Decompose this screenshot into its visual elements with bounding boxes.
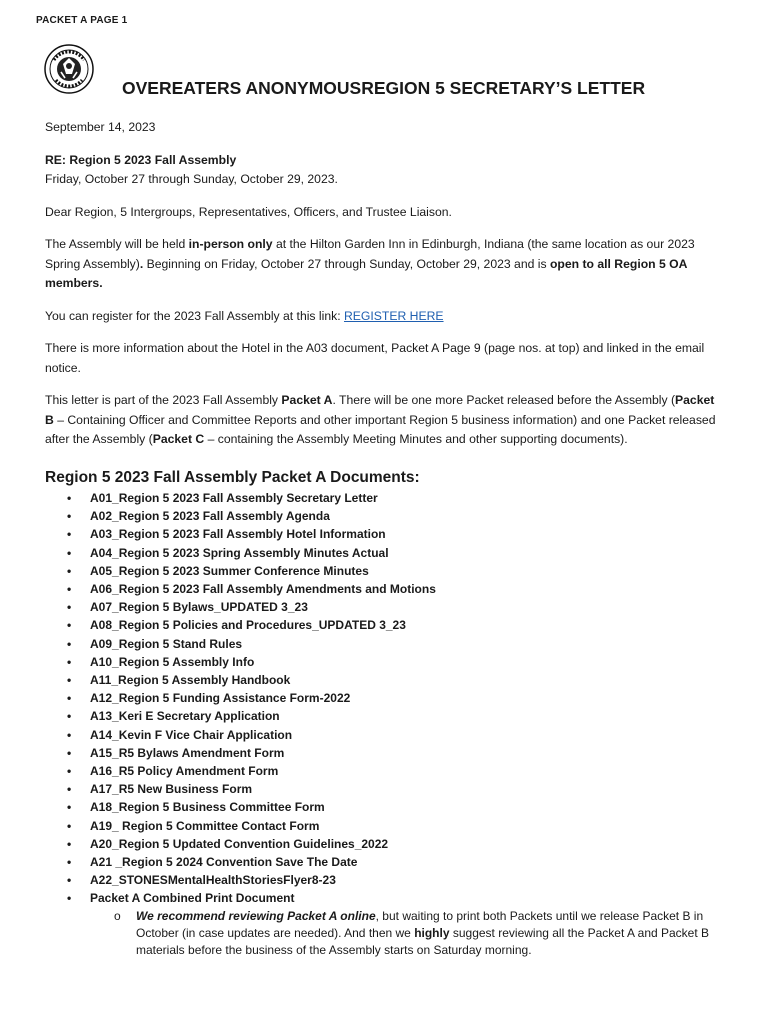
list-item: [45, 616, 725, 634]
bullet-icon: •: [67, 654, 72, 669]
document-name: A09_Region 5 Stand Rules: [90, 636, 243, 651]
assembly-paragraph: [45, 235, 725, 294]
para1-text-a: The Assembly will be held: [45, 237, 189, 251]
document-name: A19_ Region 5 Committee Contact Form: [90, 818, 320, 833]
bullet-icon: •: [67, 709, 72, 724]
list-item: [45, 798, 725, 816]
highly-emphasis: highly: [414, 925, 450, 940]
sub-note-text-d: suggest reviewing all the Packet A and Packet B materials before the business of the Assembly starts on Saturday morning.: [136, 925, 710, 958]
document-name: A15_R5 Bylaws Amendment Form: [90, 745, 285, 760]
document-name: A04_Region 5 2023 Spring Assembly Minutes Actual: [90, 545, 389, 560]
page-header: PACKET A PAGE 1: [36, 15, 128, 26]
open-to-all-emphasis: open to all Region 5 OA members.: [45, 256, 687, 290]
bullet-icon: •: [67, 618, 72, 633]
bullet-icon: •: [67, 727, 72, 742]
greeting: Dear Region, 5 Intergroups, Representatives, Officers, and Trustee Liaison.: [45, 204, 452, 219]
recommend-online-emphasis: We recommend reviewing Packet A online: [136, 908, 376, 923]
bullet-icon: •: [67, 873, 72, 888]
page-title: OVEREATERS ANONYMOUSREGION 5 SECRETARY’S LETTER: [122, 78, 646, 98]
para1-text-e: Beginning on Friday, October 27 through Sunday, October 29, 2023 and is: [146, 256, 550, 271]
bullet-icon: •: [67, 563, 72, 578]
list-item: [45, 671, 725, 689]
bullet-icon: •: [67, 509, 72, 524]
documents-section-title: Region 5 2023 Fall Assembly Packet A Documents:: [45, 468, 420, 486]
list-item: [45, 525, 725, 543]
list-item: [45, 726, 725, 744]
document-name: A17_R5 New Business Form: [90, 782, 253, 797]
bullet-icon: •: [67, 818, 72, 833]
list-item: [45, 817, 725, 835]
documents-list: [45, 489, 725, 959]
document-name: A05_Region 5 2023 Summer Conference Minutes: [90, 563, 369, 578]
list-item: [45, 871, 725, 889]
letter-body: [45, 118, 725, 959]
bullet-icon: •: [67, 800, 72, 815]
list-item: [45, 635, 725, 653]
para1-text-c: at the Hilton Garden Inn in Edinburgh, Indiana (the same location as our 2023 Spring Assembly): [45, 237, 695, 271]
list-item: [45, 835, 725, 853]
document-name: A11_Region 5 Assembly Handbook: [90, 673, 291, 688]
register-text: You can register for the 2023 Fall Assembly at this link:: [45, 308, 344, 323]
list-item: [45, 707, 725, 725]
hotel-info-paragraph: There is more information about the Hotel in the A03 document, Packet A Page 9 (page nos. at top) and linked in the email notice.: [45, 341, 705, 375]
document-name: A14_Kevin F Vice Chair Application: [90, 727, 293, 742]
document-name: A13_Keri E Secretary Application: [90, 709, 280, 724]
sub-note-list: [90, 908, 725, 960]
bullet-icon: •: [67, 782, 72, 797]
document-name: A16_R5 Policy Amendment Form: [90, 764, 279, 779]
list-item: [45, 562, 725, 580]
document-name: A02_Region 5 2023 Fall Assembly Agenda: [90, 509, 330, 524]
para1-period: .: [139, 256, 147, 271]
list-item: [45, 762, 725, 780]
list-item: [45, 598, 725, 616]
packet-c-emphasis: Packet C: [152, 432, 205, 446]
sub-note-item: [90, 908, 725, 960]
document-name: A18_Region 5 Business Committee Form: [90, 800, 325, 815]
packet-b-emphasis: Packet B: [45, 393, 715, 427]
bullet-icon: •: [67, 673, 72, 688]
bullet-icon: •: [67, 491, 72, 505]
bullet-icon: •: [67, 691, 72, 706]
bullet-icon: •: [67, 764, 72, 779]
recovery-emblem-icon: [44, 44, 94, 94]
document-name: A01_Region 5 2023 Fall Assembly Secretary Letter: [90, 491, 378, 505]
bullet-icon: •: [67, 600, 72, 615]
list-item: [45, 489, 725, 507]
document-name: A06_Region 5 2023 Fall Assembly Amendments and Motions: [90, 582, 436, 597]
para4-text-e: – Containing Officer and Committee Reports and other important Region 5 business information) and one Packet released after the Assembly (: [45, 412, 716, 446]
list-item: [45, 889, 725, 959]
document-name: A12_Region 5 Funding Assistance Form-2022: [90, 691, 351, 706]
list-item: [45, 853, 725, 871]
list-item: [45, 744, 725, 762]
bullet-icon: •: [67, 636, 72, 651]
para4-text-g: – containing the Assembly Meeting Minutes and other supporting documents).: [204, 432, 628, 446]
document-name: A07_Region 5 Bylaws_UPDATED 3_23: [90, 600, 308, 615]
document-name: A08_Region 5 Policies and Procedures_UPDATED 3_23: [90, 618, 406, 633]
circle-bullet-icon: o: [114, 908, 121, 923]
bullet-icon: •: [67, 582, 72, 597]
packet-paragraph: [45, 391, 725, 450]
packet-a-emphasis: Packet A: [281, 393, 333, 407]
bullet-icon: •: [67, 545, 72, 560]
bullet-icon: •: [67, 855, 72, 870]
list-item: [45, 580, 725, 598]
list-item: [45, 689, 725, 707]
re-block: [45, 151, 725, 190]
document-name: A21 _Region 5 2024 Convention Save The Date: [90, 855, 358, 870]
bullet-icon: •: [67, 836, 72, 851]
letter-date: September 14, 2023: [45, 120, 156, 134]
register-here-link[interactable]: REGISTER HERE: [343, 308, 444, 323]
bullet-icon: •: [67, 745, 72, 760]
document-name: Packet A Combined Print Document: [90, 891, 295, 906]
sub-note-text-b: , but waiting to print both Packets until we release Packet B in October (in case updates are needed). And then we: [136, 908, 704, 940]
list-item: [45, 653, 725, 671]
document-name: A20_Region 5 Updated Convention Guidelines_2022: [90, 836, 389, 851]
bullet-icon: •: [67, 891, 72, 906]
register-paragraph: [45, 307, 725, 327]
document-name: A10_Region 5 Assembly Info: [90, 654, 255, 669]
list-item: [45, 780, 725, 798]
document-name: A03_Region 5 2023 Fall Assembly Hotel Information: [90, 527, 386, 542]
para4-text-a: This letter is part of the 2023 Fall Assembly: [45, 393, 282, 407]
document-name: A22_STONESMentalHealthStoriesFlyer8-23: [90, 873, 336, 888]
in-person-emphasis: in-person only: [188, 237, 273, 251]
re-subject: RE: Region 5 2023 Fall Assembly: [45, 152, 237, 167]
list-item: [45, 507, 725, 525]
para4-text-c: . There will be one more Packet released before the Assembly (: [332, 393, 676, 407]
list-item: [45, 544, 725, 562]
bullet-icon: •: [67, 527, 72, 542]
re-dates: Friday, October 27 through Sunday, October 29, 2023.: [45, 172, 338, 186]
